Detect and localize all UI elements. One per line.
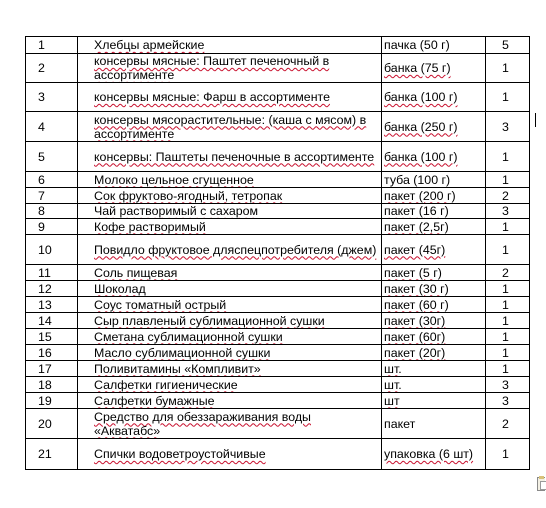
row-number-cell[interactable] xyxy=(26,112,78,142)
package-text: пакет (2,5г) xyxy=(384,219,449,234)
text-cursor-icon xyxy=(535,113,536,127)
row-number-text: 13 xyxy=(38,297,52,312)
package-text: пакет (60 г) xyxy=(384,297,449,312)
table-row xyxy=(26,297,530,313)
product-name-cell[interactable] xyxy=(78,204,382,219)
product-name-cell[interactable] xyxy=(78,188,382,204)
product-name-cell[interactable] xyxy=(78,54,382,83)
product-name-text: Поливитамины «Компливит» xyxy=(94,361,261,376)
product-name-cell[interactable] xyxy=(78,439,382,470)
ration-table[interactable] xyxy=(25,36,530,470)
product-name-cell[interactable] xyxy=(78,83,382,112)
row-number-text: 2 xyxy=(38,61,45,75)
package-text: банка (100 г) xyxy=(384,90,458,104)
row-number-cell[interactable] xyxy=(26,361,78,377)
row-number-cell[interactable] xyxy=(26,439,78,470)
product-name-cell[interactable] xyxy=(78,393,382,409)
row-number-text: 21 xyxy=(38,447,52,461)
package-text: шт. xyxy=(384,361,402,376)
table-row xyxy=(26,329,530,345)
quantity-text: 1 xyxy=(502,297,509,312)
row-number-text: 3 xyxy=(38,90,45,104)
row-number-cell[interactable] xyxy=(26,409,78,439)
package-cell[interactable] xyxy=(382,37,486,54)
row-number-cell[interactable] xyxy=(26,37,78,54)
package-text: пакет (20г) xyxy=(384,345,446,360)
product-name-text: консервы мясные: Фарш в ассортименте xyxy=(94,90,330,104)
product-name-text: Молоко цельное сгущенное xyxy=(94,172,254,187)
table-row xyxy=(26,219,530,235)
row-number-text: 1 xyxy=(38,38,45,52)
row-number-cell[interactable] xyxy=(26,83,78,112)
package-cell[interactable] xyxy=(382,54,486,83)
row-number-cell[interactable] xyxy=(26,235,78,265)
quantity-text: 1 xyxy=(502,361,509,376)
product-name-text: Соус томатный острый xyxy=(94,297,227,312)
quantity-cell[interactable] xyxy=(486,313,530,329)
table-row xyxy=(26,345,530,361)
table-row xyxy=(26,377,530,393)
package-cell[interactable] xyxy=(382,204,486,219)
product-name-text: Масло сублимационной сушки xyxy=(94,345,271,360)
row-number-text: 15 xyxy=(38,329,52,344)
row-number-text: 9 xyxy=(38,219,45,234)
package-cell[interactable] xyxy=(382,345,486,361)
row-number-cell[interactable] xyxy=(26,188,78,204)
package-text: пакет (30г) xyxy=(384,313,446,328)
package-text: пакет (200 г) xyxy=(384,188,456,203)
table-row xyxy=(26,439,530,470)
package-text: шт xyxy=(384,393,400,408)
row-number-text: 8 xyxy=(38,204,45,218)
row-number-cell[interactable] xyxy=(26,329,78,345)
quantity-text: 1 xyxy=(502,172,509,187)
quantity-text: 1 xyxy=(502,345,509,360)
quantity-text: 1 xyxy=(502,219,509,234)
quantity-cell[interactable] xyxy=(486,329,530,345)
package-text: банка (75 г) xyxy=(384,61,451,75)
product-name-cell[interactable] xyxy=(78,329,382,345)
product-name-cell[interactable] xyxy=(78,142,382,172)
row-number-text: 11 xyxy=(38,265,51,280)
row-number-cell[interactable] xyxy=(26,377,78,393)
package-text: пакет (60г) xyxy=(384,329,446,344)
product-name-text: консервы: Паштеты печеночные в ассортименте xyxy=(94,149,375,164)
package-cell[interactable] xyxy=(382,265,486,281)
table-row xyxy=(26,409,530,439)
quantity-cell[interactable] xyxy=(486,265,530,281)
table-row xyxy=(26,265,530,281)
row-number-text: 20 xyxy=(38,416,52,431)
product-name-cell[interactable] xyxy=(78,265,382,281)
table-row xyxy=(26,361,530,377)
package-cell[interactable] xyxy=(382,112,486,142)
package-text: пакет (45г) xyxy=(384,242,446,257)
product-name-cell[interactable] xyxy=(78,297,382,313)
quantity-cell[interactable] xyxy=(486,204,530,219)
table-row xyxy=(26,172,530,188)
row-number-text: 4 xyxy=(38,119,45,134)
package-text: пакет (16 г) xyxy=(384,204,449,218)
quantity-cell[interactable] xyxy=(486,409,530,439)
quantity-text: 2 xyxy=(502,265,509,280)
product-name-cell[interactable] xyxy=(78,361,382,377)
table-row xyxy=(26,83,530,112)
product-name-text: Соль пищевая xyxy=(94,265,178,280)
product-name-text: консервы мясные: Паштет печеночный в ассортименте xyxy=(94,54,330,82)
row-number-cell[interactable] xyxy=(26,393,78,409)
package-cell[interactable] xyxy=(382,409,486,439)
package-cell[interactable] xyxy=(382,439,486,470)
row-number-text: 6 xyxy=(38,172,45,187)
quantity-text: 1 xyxy=(502,313,509,328)
product-name-text: Сыр плавленый сублимационной сушки xyxy=(94,313,325,328)
quantity-cell[interactable] xyxy=(486,393,530,409)
quantity-cell[interactable] xyxy=(486,172,530,188)
quantity-cell[interactable] xyxy=(486,297,530,313)
package-cell[interactable] xyxy=(382,329,486,345)
quantity-text: 1 xyxy=(502,447,509,461)
table-row xyxy=(26,235,530,265)
product-name-text: Сок фруктово-ягодный, тетропак xyxy=(94,188,283,203)
quantity-cell[interactable] xyxy=(486,142,530,172)
quantity-text: 1 xyxy=(502,281,509,296)
product-name-text: Спички водоветроустойчивые xyxy=(94,447,266,461)
product-name-text: Шоколад xyxy=(94,281,146,296)
quantity-cell[interactable] xyxy=(486,439,530,470)
product-name-text: Кофе растворимый xyxy=(94,219,206,234)
package-cell[interactable] xyxy=(382,281,486,297)
row-number-text: 12 xyxy=(38,281,52,296)
row-number-text: 7 xyxy=(38,188,45,203)
row-number-cell[interactable] xyxy=(26,265,78,281)
table-row xyxy=(26,281,530,297)
quantity-text: 5 xyxy=(502,38,509,52)
quantity-cell[interactable] xyxy=(486,112,530,142)
product-name-cell[interactable] xyxy=(78,235,382,265)
package-cell[interactable] xyxy=(382,313,486,329)
row-number-text: 19 xyxy=(38,393,52,408)
package-text: туба (100 г) xyxy=(384,172,451,187)
row-number-text: 18 xyxy=(38,377,52,392)
product-name-cell[interactable] xyxy=(78,377,382,393)
quantity-text: 2 xyxy=(502,416,509,431)
quantity-cell[interactable] xyxy=(486,281,530,297)
product-name-cell[interactable] xyxy=(78,219,382,235)
quantity-cell[interactable] xyxy=(486,235,530,265)
quantity-text: 1 xyxy=(502,329,509,344)
table-row xyxy=(26,54,530,83)
quantity-cell[interactable] xyxy=(486,377,530,393)
product-name-cell[interactable] xyxy=(78,281,382,297)
row-number-cell[interactable] xyxy=(26,172,78,188)
table-row xyxy=(26,112,530,142)
product-name-cell[interactable] xyxy=(78,313,382,329)
product-name-text: Хлебцы армейские xyxy=(94,38,205,52)
table-row xyxy=(26,313,530,329)
product-name-text: консервы мясорастительные: (каша с мясом) в ассортименте xyxy=(94,112,367,141)
quantity-text: 1 xyxy=(502,242,509,257)
quantity-cell[interactable] xyxy=(486,54,530,83)
package-text: упаковка (6 шт) xyxy=(384,447,474,461)
row-number-cell[interactable] xyxy=(26,204,78,219)
package-text: шт. xyxy=(384,377,402,392)
product-name-text: Салфетки гигиенические xyxy=(94,377,238,392)
package-cell[interactable] xyxy=(382,188,486,204)
package-cell[interactable] xyxy=(382,142,486,172)
quantity-cell[interactable] xyxy=(486,361,530,377)
quantity-cell[interactable] xyxy=(486,83,530,112)
quantity-text: 2 xyxy=(502,188,509,203)
product-name-cell[interactable] xyxy=(78,345,382,361)
package-text: пакет (30 г) xyxy=(384,281,449,296)
table-row xyxy=(26,142,530,172)
product-name-cell[interactable] xyxy=(78,172,382,188)
row-number-text: 16 xyxy=(38,345,52,360)
package-text: пакет xyxy=(384,416,416,431)
quantity-text: 1 xyxy=(502,149,509,164)
product-name-cell[interactable] xyxy=(78,112,382,142)
package-cell[interactable] xyxy=(382,377,486,393)
quantity-cell[interactable] xyxy=(486,188,530,204)
package-cell[interactable] xyxy=(382,219,486,235)
package-cell[interactable] xyxy=(382,393,486,409)
quantity-text: 3 xyxy=(502,204,509,218)
row-number-cell[interactable] xyxy=(26,142,78,172)
product-name-text: Чай растворимый с сахаром xyxy=(94,204,259,218)
package-text: банка (100 г) xyxy=(384,149,458,164)
table-row xyxy=(26,188,530,204)
row-number-cell[interactable] xyxy=(26,345,78,361)
package-cell[interactable] xyxy=(382,172,486,188)
quantity-text: 3 xyxy=(502,393,509,408)
quantity-cell[interactable] xyxy=(486,345,530,361)
quantity-text: 1 xyxy=(502,61,509,75)
row-number-text: 14 xyxy=(38,313,52,328)
table-row xyxy=(26,204,530,219)
row-number-text: 17 xyxy=(38,361,52,376)
product-name-cell[interactable] xyxy=(78,409,382,439)
quantity-cell[interactable] xyxy=(486,219,530,235)
row-number-cell[interactable] xyxy=(26,219,78,235)
row-number-cell[interactable] xyxy=(26,297,78,313)
package-cell[interactable] xyxy=(382,361,486,377)
quantity-text: 3 xyxy=(502,119,509,134)
product-name-text: Повидло фруктовое дляспецпотребителя (джем) xyxy=(94,242,377,257)
package-cell[interactable] xyxy=(382,83,486,112)
row-number-cell[interactable] xyxy=(26,54,78,83)
package-text: банка (250 г) xyxy=(384,119,458,134)
package-cell[interactable] xyxy=(382,235,486,265)
row-number-cell[interactable] xyxy=(26,281,78,297)
table-row xyxy=(26,393,530,409)
table-row xyxy=(26,37,530,54)
row-number-text: 10 xyxy=(38,242,52,257)
product-name-text: Салфетки бумажные xyxy=(94,393,215,408)
quantity-text: 1 xyxy=(502,90,509,104)
package-text: пачка (50 г) xyxy=(384,38,450,52)
quantity-cell[interactable] xyxy=(486,37,530,54)
product-name-cell[interactable] xyxy=(78,37,382,54)
row-number-cell[interactable] xyxy=(26,313,78,329)
package-cell[interactable] xyxy=(382,297,486,313)
paste-options-icon[interactable] xyxy=(537,477,545,491)
quantity-text: 3 xyxy=(502,377,509,392)
row-number-text: 5 xyxy=(38,149,45,164)
package-text: пакет (5 г) xyxy=(384,265,442,280)
product-name-text: Сметана сублимационной сушки xyxy=(94,329,283,344)
product-name-text: Средство для обеззараживания воды «Акватабс» xyxy=(94,409,311,438)
